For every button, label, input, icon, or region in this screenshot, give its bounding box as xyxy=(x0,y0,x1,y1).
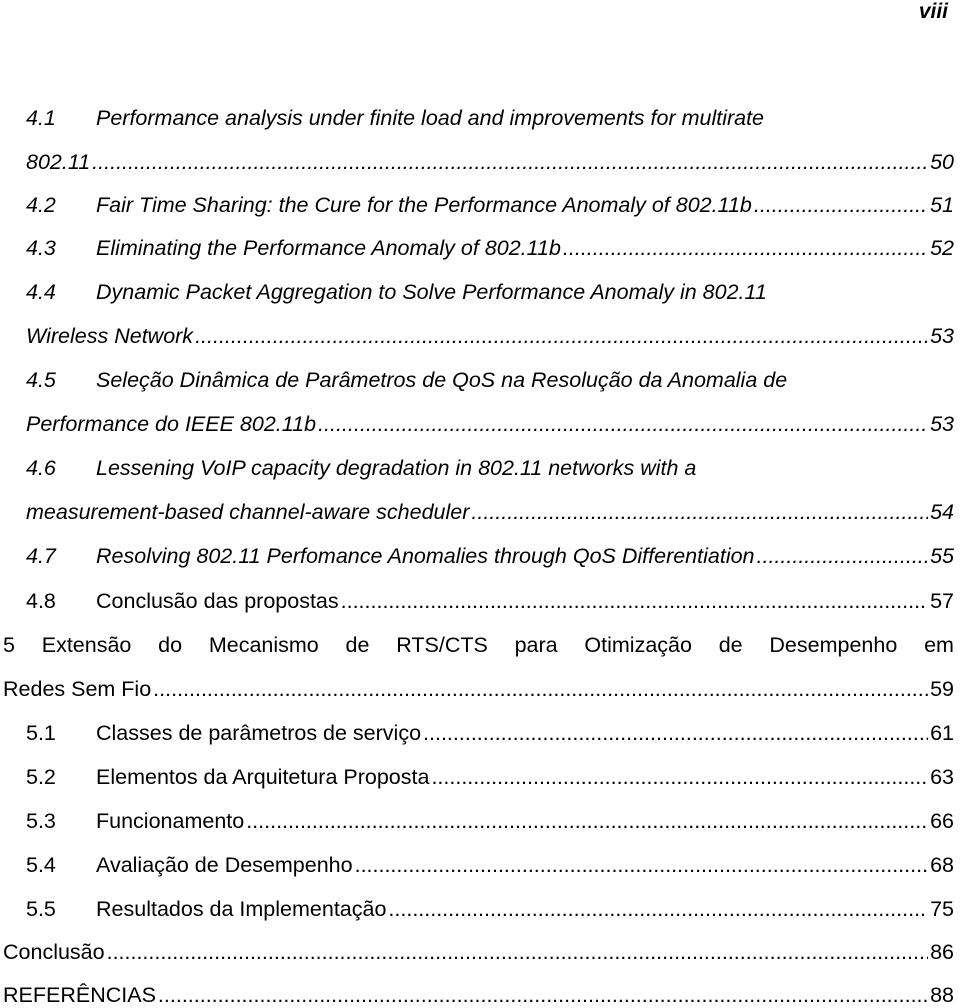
toc-number: 4.6 xyxy=(26,456,56,480)
toc-number: 4.3 xyxy=(26,236,56,260)
toc-title-cont: Wireless Network xyxy=(26,324,194,348)
dot-leader xyxy=(423,720,928,746)
dot-leader xyxy=(158,982,928,1008)
toc-page: 61 xyxy=(930,721,954,745)
toc-number: 4.7 xyxy=(26,544,56,568)
dot-leader xyxy=(754,192,928,218)
toc-title: Seleção Dinâmica de Parâmetros de QoS na Resolução da Anomalia de xyxy=(96,368,788,392)
dot-leader xyxy=(563,235,928,261)
toc-title-cont: 802.11 xyxy=(26,150,91,174)
toc-page: 66 xyxy=(930,809,954,833)
dot-leader xyxy=(92,149,928,175)
toc-title-word: Otimização xyxy=(584,633,692,657)
toc-entry-4-7[interactable] xyxy=(26,543,954,569)
toc-title: Dynamic Packet Aggregation to Solve Performance Anomaly in 802.11 xyxy=(96,280,767,304)
dot-leader xyxy=(341,588,928,614)
toc-title-word: em xyxy=(924,633,954,657)
toc-number: 4.4 xyxy=(26,280,56,304)
toc-title-cont: Performance do IEEE 802.11b xyxy=(26,412,317,436)
dot-leader xyxy=(355,852,928,878)
toc-title-cont: measurement-based channel-aware scheduler xyxy=(26,500,470,524)
dot-leader xyxy=(153,676,928,702)
toc-page: 55 xyxy=(930,544,954,568)
toc-title-word: para xyxy=(514,633,558,657)
toc-page: 68 xyxy=(930,853,954,877)
toc-entry-4-8[interactable] xyxy=(26,588,954,614)
toc-page: 86 xyxy=(930,940,954,964)
toc-number: 4.1 xyxy=(26,106,56,130)
toc-title: Resolving 802.11 Perfomance Anomalies through QoS Differentiation xyxy=(96,544,755,568)
toc-entry-conclusao[interactable] xyxy=(3,939,954,965)
toc-title: Eliminating the Performance Anomaly of 802.11b xyxy=(96,236,561,260)
toc-number: 5.2 xyxy=(26,765,56,789)
toc-title: Classes de parâmetros de serviço xyxy=(96,721,422,745)
toc-number: 4.2 xyxy=(26,193,56,217)
toc-title-word: Extensão xyxy=(41,633,132,657)
dot-leader xyxy=(195,323,928,349)
dot-leader xyxy=(318,411,928,437)
toc-page: 63 xyxy=(930,765,954,789)
toc-page: 88 xyxy=(930,983,954,1007)
toc-entry-5-2[interactable] xyxy=(26,764,954,790)
toc-number: 4.5 xyxy=(26,368,56,392)
toc-title: Conclusão das propostas xyxy=(96,589,339,613)
toc-entry-5-5[interactable] xyxy=(26,896,954,922)
dot-leader xyxy=(388,896,928,922)
toc-title: Elementos da Arquitetura Proposta xyxy=(96,765,430,789)
toc-title-word: de xyxy=(718,633,743,657)
toc-title-word: Mecanismo xyxy=(208,633,319,657)
toc-title-word: RTS/CTS xyxy=(396,633,488,657)
toc-entry-5-4[interactable] xyxy=(26,852,954,878)
toc-page: 53 xyxy=(930,324,954,348)
dot-leader xyxy=(107,939,928,965)
toc-page: 75 xyxy=(930,897,954,921)
toc-title: REFERÊNCIAS xyxy=(3,983,156,1007)
toc-page: 52 xyxy=(930,236,954,260)
toc-entry-4-2[interactable] xyxy=(26,192,954,218)
toc-title: Fair Time Sharing: the Cure for the Performance Anomaly of 802.11b xyxy=(96,193,752,217)
dot-leader xyxy=(431,764,928,790)
toc-entry-5-3[interactable] xyxy=(26,808,954,834)
toc-number: 5.3 xyxy=(26,809,56,833)
toc-page: 57 xyxy=(930,589,954,613)
toc-title-word: do xyxy=(158,633,183,657)
toc-number: 5 xyxy=(3,633,15,657)
toc-entry-4-3[interactable] xyxy=(26,235,954,261)
toc-title: Funcionamento xyxy=(96,809,245,833)
dot-leader xyxy=(471,499,928,525)
toc-page: 54 xyxy=(930,500,954,524)
toc-title: Performance analysis under finite load and improvements for multirate xyxy=(96,106,765,130)
toc-entry-referencias[interactable] xyxy=(3,982,954,1008)
toc-page: 53 xyxy=(930,412,954,436)
toc-number: 4.8 xyxy=(26,589,56,613)
dot-leader xyxy=(246,808,928,834)
toc-number: 5.5 xyxy=(26,897,56,921)
toc-page: 59 xyxy=(930,677,954,701)
toc-page: 51 xyxy=(930,193,954,217)
toc-title: Conclusão xyxy=(3,940,105,964)
toc-title: Lessening VoIP capacity degradation in 802.11 networks with a xyxy=(96,456,697,480)
toc-page: 50 xyxy=(930,150,954,174)
toc-number: 5.4 xyxy=(26,853,56,877)
toc-entry-5-1[interactable] xyxy=(26,720,954,746)
toc-number: 5.1 xyxy=(26,721,56,745)
toc-title-cont: Redes Sem Fio xyxy=(3,677,152,701)
toc-title: Resultados da Implementação xyxy=(96,897,387,921)
dot-leader xyxy=(757,543,929,569)
page-number: viii xyxy=(918,0,948,23)
toc-title-word: de xyxy=(345,633,370,657)
toc-title-word: Desempenho xyxy=(769,633,898,657)
toc-title: Avaliação de Desempenho xyxy=(96,853,353,877)
